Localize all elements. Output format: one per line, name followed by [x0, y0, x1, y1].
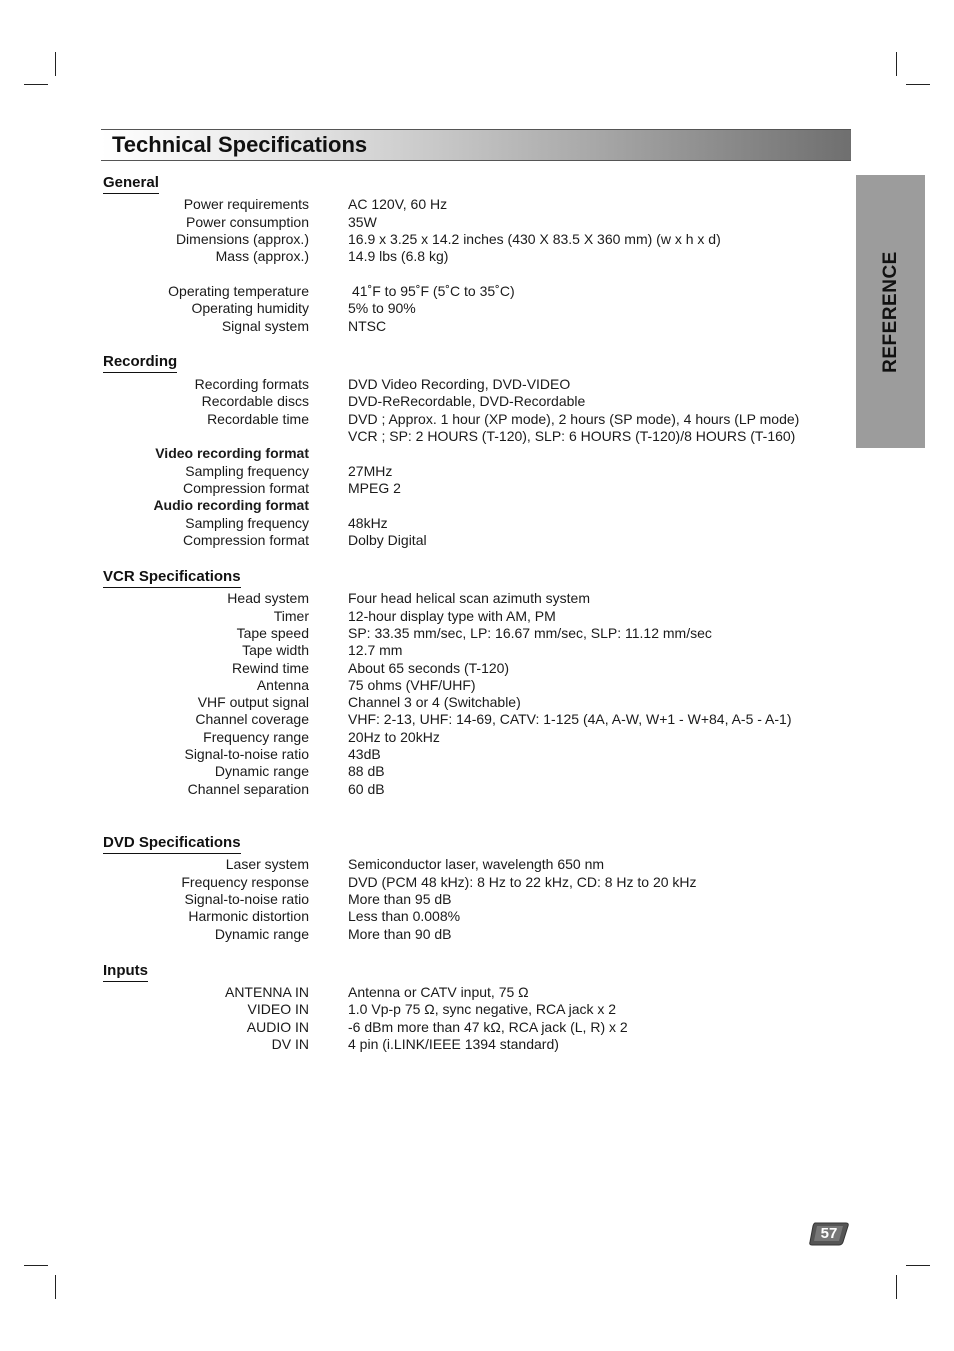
spec-row [0, 497, 954, 514]
section-heading: Recording [103, 353, 177, 373]
spec-value: 75 ohms (VHF/UHF) [348, 677, 476, 693]
spec-value: Four head helical scan azimuth system [348, 590, 590, 606]
spec-subheading: Audio recording format [153, 497, 309, 513]
spec-row [0, 891, 954, 908]
spec-value: 16.9 x 3.25 x 14.2 inches (430 X 83.5 X 360 mm) (w x h x d) [348, 231, 721, 247]
spec-value: 88 dB [348, 763, 385, 779]
crop-mark [906, 1265, 930, 1266]
spec-subheading: Video recording format [155, 445, 309, 461]
spec-row [0, 376, 954, 393]
spec-value: -6 dBm more than 47 kΩ, RCA jack (L, R) x 2 [348, 1019, 628, 1035]
spec-row [0, 694, 954, 711]
spec-row [0, 1001, 954, 1018]
spec-label: Frequency range [203, 729, 309, 745]
spec-row [0, 984, 954, 1001]
section-heading: Inputs [103, 962, 148, 982]
spec-label: Signal system [221, 318, 309, 334]
spec-row [0, 642, 954, 659]
spec-value: VHF: 2-13, UHF: 14-69, CATV: 1-125 (4A, A-W, W+1 - W+84, A-5 - A-1) [348, 711, 792, 727]
spec-value: 14.9 lbs (6.8 kg) [348, 248, 449, 264]
section-heading: DVD Specifications [103, 834, 241, 854]
spec-label: Channel coverage [195, 711, 309, 727]
spec-label: Compression format [182, 480, 309, 496]
crop-mark [896, 1275, 897, 1299]
spec-label: Sampling frequency [185, 515, 309, 531]
spec-label: VHF output signal [197, 694, 309, 710]
spec-row [0, 926, 954, 943]
spec-row [0, 746, 954, 763]
spec-row [0, 1036, 954, 1053]
spec-value: 5% to 90% [348, 300, 416, 316]
side-tab-label: REFERENCE [879, 250, 901, 373]
spec-row [0, 677, 954, 694]
spec-row [0, 300, 954, 317]
spec-row [0, 445, 954, 462]
spec-label: Signal-to-noise ratio [184, 891, 309, 907]
spec-row [0, 590, 954, 607]
spec-value: 20Hz to 20kHz [348, 729, 440, 745]
spec-row [0, 729, 954, 746]
page-number-badge [809, 1222, 849, 1246]
spec-value: 12.7 mm [348, 642, 403, 658]
spec-label: VIDEO IN [247, 1001, 309, 1017]
spec-value: MPEG 2 [348, 480, 401, 496]
section-heading: VCR Specifications [103, 568, 241, 588]
spec-row [0, 515, 954, 532]
spec-row [0, 1019, 954, 1036]
spec-value: NTSC [348, 318, 387, 334]
spec-label: Laser system [225, 856, 309, 872]
spec-value: 27MHz [348, 463, 393, 479]
spec-label: Tape speed [236, 625, 309, 641]
spec-value: 12-hour display type with AM, PM [348, 608, 556, 624]
spec-row [0, 411, 954, 428]
section-heading: General [103, 174, 159, 194]
crop-mark [55, 52, 56, 76]
spec-label: Frequency response [181, 874, 309, 890]
spec-row [0, 874, 954, 891]
spec-row [0, 196, 954, 213]
spec-label: Dimensions (approx.) [175, 231, 309, 247]
spec-row [0, 781, 954, 798]
spec-row [0, 625, 954, 642]
page-number: 57 [820, 1225, 838, 1242]
spec-row [0, 480, 954, 497]
spec-row [0, 283, 954, 300]
spec-value: 43dB [348, 746, 381, 762]
spec-value: 41˚F to 95˚F (5˚C to 35˚C) [352, 283, 515, 299]
spec-value: SP: 33.35 mm/sec, LP: 16.67 mm/sec, SLP: 11.12 mm/sec [348, 625, 712, 641]
spec-label: Rewind time [231, 660, 309, 676]
spec-label: Dynamic range [214, 926, 309, 942]
title-bar [101, 129, 851, 161]
spec-value: Dolby Digital [348, 532, 427, 548]
spec-label: Compression format [182, 532, 309, 548]
spec-value: 35W [348, 214, 377, 230]
crop-mark [24, 1265, 48, 1266]
spec-value: 48kHz [348, 515, 388, 531]
crop-mark [896, 52, 897, 76]
spec-value: Channel 3 or 4 (Switchable) [348, 694, 521, 710]
spec-row [0, 660, 954, 677]
spec-value: Antenna or CATV input, 75 Ω [348, 984, 529, 1000]
spec-label: DV IN [271, 1036, 309, 1052]
spec-label: Recordable time [207, 411, 309, 427]
spec-label: Recording formats [194, 376, 309, 392]
spec-value: DVD-ReRecordable, DVD-Recordable [348, 393, 586, 409]
spec-row [0, 231, 954, 248]
spec-value: DVD (PCM 48 kHz): 8 Hz to 22 kHz, CD: 8 Hz to 20 kHz [348, 874, 697, 890]
spec-row [0, 214, 954, 231]
spec-label: Signal-to-noise ratio [184, 746, 309, 762]
spec-row [0, 908, 954, 925]
page-title: Technical Specifications [112, 132, 368, 157]
spec-value: AC 120V, 60 Hz [348, 196, 448, 212]
spec-value: More than 95 dB [348, 891, 452, 907]
crop-mark [906, 84, 930, 85]
spec-label: Head system [227, 590, 309, 606]
spec-label: Antenna [256, 677, 309, 693]
crop-mark [55, 1275, 56, 1299]
spec-value: 60 dB [348, 781, 385, 797]
spec-label: Mass (approx.) [215, 248, 309, 264]
spec-label: Tape width [242, 642, 309, 658]
spec-label: Timer [273, 608, 309, 624]
spec-row [0, 248, 954, 265]
spec-value: DVD Video Recording, DVD-VIDEO [348, 376, 571, 392]
spec-label: Power consumption [186, 214, 309, 230]
crop-mark [24, 84, 48, 85]
spec-value: 1.0 Vp-p 75 Ω, sync negative, RCA jack x 2 [348, 1001, 617, 1017]
spec-row [0, 711, 954, 728]
spec-row [0, 856, 954, 873]
spec-label: Power requirements [183, 196, 309, 212]
spec-row [0, 393, 954, 410]
spec-label: Channel separation [187, 781, 309, 797]
spec-label: Operating humidity [191, 300, 309, 316]
spec-value: Less than 0.008% [348, 908, 461, 924]
spec-label: Recordable discs [201, 393, 309, 409]
spec-value: DVD ; Approx. 1 hour (XP mode), 2 hours (SP mode), 4 hours (LP mode) [348, 411, 800, 427]
spec-label: Harmonic distortion [188, 908, 309, 924]
spec-value: About 65 seconds (T-120) [348, 660, 510, 676]
spec-label: Dynamic range [214, 763, 309, 779]
spec-row [0, 428, 954, 445]
spec-value: VCR ; SP: 2 HOURS (T-120), SLP: 6 HOURS (T-120)/8 HOURS (T-160) [348, 428, 796, 444]
spec-value: 4 pin (i.LINK/IEEE 1394 standard) [348, 1036, 559, 1052]
spec-value: Semiconductor laser, wavelength 650 nm [348, 856, 605, 872]
spec-label: AUDIO IN [246, 1019, 309, 1035]
spec-label: Sampling frequency [185, 463, 309, 479]
spec-row [0, 463, 954, 480]
spec-label: ANTENNA IN [224, 984, 309, 1000]
spec-row [0, 608, 954, 625]
spec-row [0, 532, 954, 549]
spec-row [0, 763, 954, 780]
spec-value: More than 90 dB [348, 926, 452, 942]
spec-row [0, 318, 954, 335]
spec-label: Operating temperature [168, 283, 309, 299]
